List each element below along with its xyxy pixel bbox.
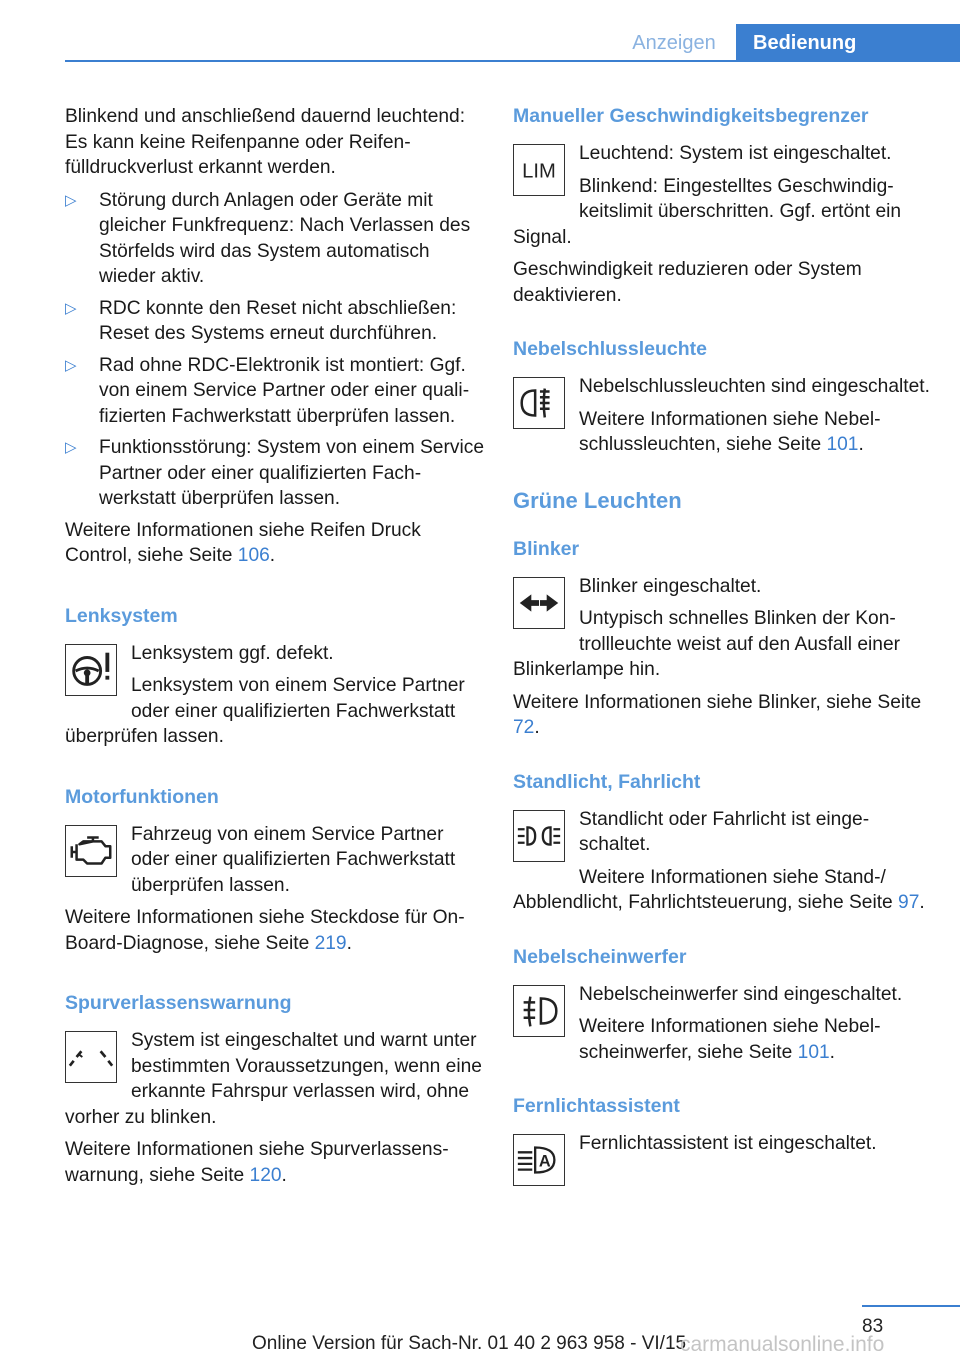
nebelschluss-more-info: Weitere Informationen siehe Nebelschlussleuchten, siehe Seite 101. <box>579 408 881 455</box>
list-item: ▷ Funktionsstörung: System von einem Service Partner oder einer qualifizierten Fachwerkstatt überprüfen lassen. <box>65 437 484 509</box>
blinker-text-2: Untypisch schnelles Blinken der Kontrollleuchte weist auf den Ausfall einer Blinkerlampe hin. <box>513 608 901 680</box>
blinker-more-info: Weitere Informationen siehe Blinker, siehe Seite 72. <box>513 691 922 738</box>
lane-departure-icon <box>65 1031 117 1083</box>
nebelschein-text-1: Nebelscheinwerfer sind eingeschaltet. <box>579 983 903 1005</box>
rdc-bullet-list <box>65 188 485 512</box>
heading-lenksystem: Lenksystem <box>65 604 178 627</box>
standlicht-text-1: Standlicht oder Fahrlicht ist eingeschaltet. <box>579 808 870 855</box>
heading-nebelschlussleuchte: Nebelschlussleuchte <box>513 338 707 360</box>
nebelschein-more-info: Weitere Informationen siehe Nebelscheinwerfer, siehe Seite 101. <box>579 1016 881 1063</box>
lim-text-2: Blinkend: Eingestelltes Geschwindigkeitslimit überschritten. Ggf. ertönt ein Signal. <box>513 175 902 248</box>
motor-text-1: Fahrzeug von einem Service Partner oder einer qualifizierten Fachwerkstatt überprüfen lassen. <box>131 823 456 896</box>
standlicht-more-info: Weitere Informationen siehe Stand-/ Abblendlicht, Fahrlichtsteuerung, siehe Seite 97. <box>513 866 925 913</box>
right-column <box>513 104 933 1190</box>
page-number: 83 <box>862 1316 884 1337</box>
engine-icon <box>65 825 117 877</box>
heading-nebelscheinwerfer: Nebelscheinwerfer <box>513 945 687 968</box>
page-link-120[interactable]: 120 <box>249 1164 282 1186</box>
spur-more-info: Weitere Informationen siehe Spurverlassenswarnung, siehe Seite 120. <box>65 1139 449 1186</box>
list-item: ▷ Rad ohne RDC-Elektronik ist montiert: Ggf. von einem Service Partner oder einer qualifizierten Fachwerkstatt überprüfen lassen. <box>65 354 470 427</box>
parking-light-icon <box>513 810 565 862</box>
lim-icon <box>513 144 565 196</box>
left-column <box>65 104 485 1195</box>
spur-text-1: System ist eingeschaltet und warnt unter bestimmten Voraussetzungen, wenn eine erkannte Fahrspur verlassen wird, ohne vorher zu blinken. <box>65 1030 482 1128</box>
tab-bedienung[interactable]: Bedienung <box>736 24 960 62</box>
heading-spurverlassenswarnung: Spurverlassenswarnung <box>65 992 292 1014</box>
high-beam-assist-icon <box>513 1134 565 1186</box>
svg-text:LIM: LIM <box>522 160 556 183</box>
heading-standlicht-fahrlicht: Standlicht, Fahrlicht <box>513 770 701 793</box>
triangle-bullet-icon: ▷ <box>65 439 77 456</box>
page-link-106[interactable]: 106 <box>237 545 270 566</box>
rear-fog-light-icon <box>513 377 565 429</box>
watermark: carmanualsonline.info <box>680 1333 885 1356</box>
triangle-bullet-icon: ▷ <box>65 191 77 209</box>
heading-fernlichtassistent: Fernlichtassistent <box>513 1095 680 1117</box>
svg-text:A: A <box>538 1152 551 1171</box>
heading-geschwindigkeitsbegrenzer: Manueller Geschwindigkeitsbegrenzer <box>513 105 869 127</box>
tab-anzeigen[interactable]: Anzeigen <box>632 32 716 54</box>
motor-more-info: Weitere Informationen siehe Steckdose für On-Board-Diagnose, siehe Seite 219. <box>65 907 465 954</box>
blinker-text-1: Blinker eingeschaltet. <box>579 575 762 597</box>
page-link-97[interactable]: 97 <box>898 892 920 913</box>
triangle-bullet-icon: ▷ <box>65 299 77 317</box>
page-link-101b[interactable]: 101 <box>797 1041 830 1063</box>
online-version-text: Online Version für Sach-Nr. 01 40 2 963 958 - VI/15 <box>252 1333 687 1354</box>
heading-gruene-leuchten: Grüne Leuchten <box>513 487 682 513</box>
heading-motorfunktionen: Motorfunktionen <box>65 785 219 808</box>
page-link-72[interactable]: 72 <box>513 717 535 738</box>
list-item: ▷ RDC konnte den Reset nicht abschließen: Reset des Systems erneut durchführen. <box>65 297 457 344</box>
front-fog-light-icon <box>513 985 565 1037</box>
lim-text-3: Geschwindigkeit reduzieren oder System deaktivieren. <box>513 259 862 306</box>
steering-warning-icon <box>65 644 117 696</box>
heading-blinker: Blinker <box>513 537 580 560</box>
footer-rule <box>862 1305 960 1307</box>
lenk-text-2: Lenksystem von einem Service Partner oder einer qualifizierten Fachwerkstatt überprüfen lassen. <box>65 675 465 747</box>
triangle-bullet-icon: ▷ <box>65 356 77 374</box>
fernlicht-text-1: Fernlichtassistent ist eingeschaltet. <box>579 1133 877 1154</box>
lim-text-1: Leuchtend: System ist eingeschaltet. <box>579 143 892 164</box>
page-link-101[interactable]: 101 <box>826 434 859 455</box>
rdc-intro: Blinkend und anschließend dauernd leuchtend: Es kann keine Reifenpanne oder Reifenfülldruckverlust erkannt werden. <box>65 106 466 178</box>
page-link-219[interactable]: 219 <box>314 932 347 954</box>
list-item: ▷ Störung durch Anlagen oder Geräte mit gleicher Funkfrequenz: Nach Verlassen des Störfelds wird das System automatisch wieder aktiv. <box>65 189 471 287</box>
nebelschluss-text-1: Nebelschlussleuchten sind eingeschaltet. <box>579 376 930 397</box>
rdc-more-info: Weitere Informationen siehe Reifen Druck Control, siehe Seite 106. <box>65 519 421 566</box>
lenk-text-1: Lenksystem ggf. defekt. <box>131 642 334 664</box>
turn-signal-icon <box>513 577 565 629</box>
